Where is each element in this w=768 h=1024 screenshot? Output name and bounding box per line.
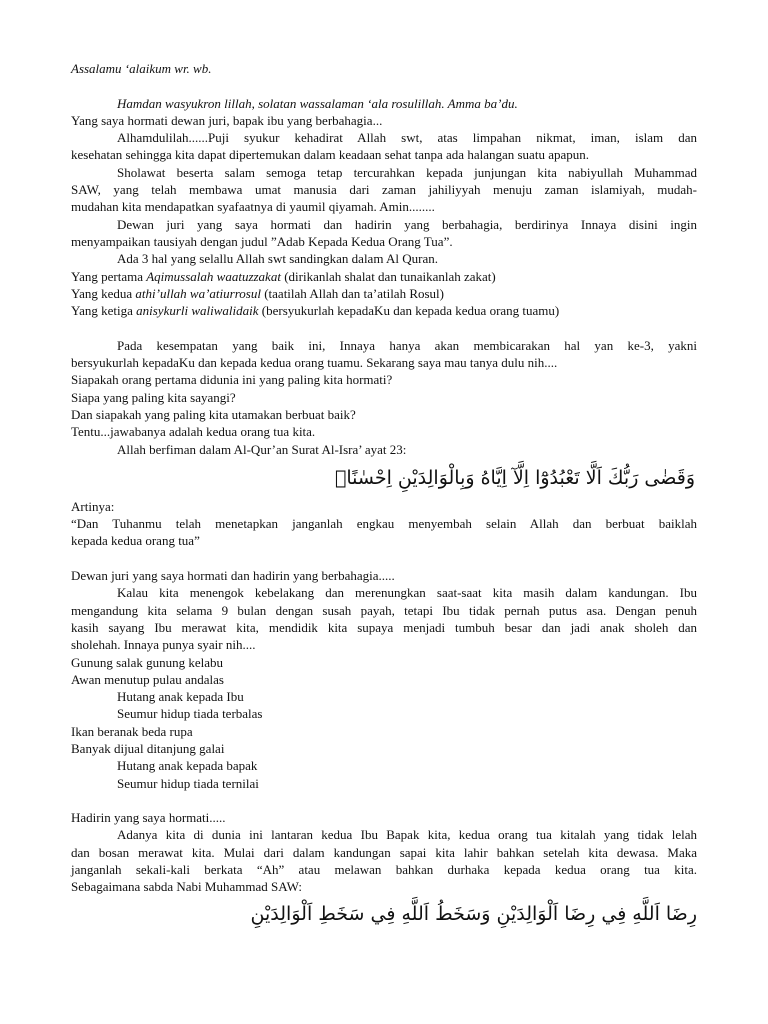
paragraph-intro-line2: menyampaikan tausiyah dengan judul ”Adab Kepada Kedua Orang Tua”. (71, 233, 453, 249)
paragraph-opportunity-line1: Pada kesempatan yang baik ini, Innaya hanya akan membicarakan hal yan ke-3, yakni (117, 337, 697, 353)
paragraph-parents-line4: Sebagaimana sabda Nabi Muhammad SAW: (71, 879, 302, 895)
paragraph-parents-line3: janganlah sekali-kali berkata “Ah” atau melawan bahkan durhaka kepada kedua orang tua kita. (71, 862, 697, 878)
poem-line: Hutang anak kepada bapak (117, 758, 258, 774)
list-item-prefix: Yang ketiga (71, 303, 137, 319)
address-third: Hadirin yang saya hormati..... (71, 810, 226, 826)
list-item-first (71, 268, 697, 285)
list-item-arabic-term: athi’ullah wa’atiurrosul (135, 285, 261, 301)
poem-line: Hutang anak kepada Ibu (117, 689, 244, 705)
list-item-prefix: Yang pertama (71, 268, 147, 284)
paragraph-womb-line1: Kalau kita menengok kebelakang dan merenungkan saat-saat kita masih dalam kandungan. Ibu (117, 585, 697, 601)
question-second: Siapa yang paling kita sayangi? (71, 389, 236, 405)
poem-line: Ikan beranak beda rupa (71, 723, 193, 739)
document-page (71, 60, 697, 928)
verse-intro: Allah berfiman dalam Al-Qur’an Surat Al-Isra’ ayat 23: (117, 441, 407, 457)
translation-line2: kepada kedua orang tua” (71, 533, 200, 549)
paragraph-hamdalah-line1: Alhamdulilah......Puji syukur kehadirat Allah swt, atas limpahan nikmat, iman, islam dan (117, 130, 697, 146)
poem-line: Awan menutup pulau andalas (71, 671, 224, 687)
question-first: Siapakah orang pertama didunia ini yang paling kita hormati? (71, 372, 393, 388)
artinya-label: Artinya: (71, 498, 115, 514)
paragraph-sholawat-line3: mudahan kita mendapatkan syafaatnya di yaumil qiyamah. Amin........ (71, 199, 435, 215)
list-item-meaning: (taatilah Allah dan ta’atilah Rosul) (260, 285, 444, 301)
translation-line1: “Dan Tuhanmu telah menetapkan janganlah engkau menyembah selain Allah dan berbuat baiklah (71, 516, 697, 532)
address-second: Dewan juri yang saya hormati dan hadirin yang berbahagia..... (71, 568, 395, 584)
poem-line: Seumur hidup tiada terbalas (117, 706, 263, 722)
paragraph-sholawat-line2: SAW, yang telah membawa umat manusia dari zaman jahiliyyah menuju zaman islamiyah, mudah- (71, 182, 697, 198)
paragraph-three-things: Ada 3 hal yang selallu Allah swt sandingkan dalam Al Quran. (117, 251, 438, 267)
paragraph-parents-line2: dan bosan merawat kita. Mulai dari dalam kandungan sapai kita lahir bahkan setelah kita dewasa. Maka (71, 844, 697, 860)
question-third: Dan siapakah yang paling kita utamakan berbuat baik? (71, 406, 356, 422)
paragraph-sholawat-line1: Sholawat beserta salam semoga tetap tercurahkan kepada junjungan kita nabiyullah Muhammad (117, 164, 697, 180)
answer-line: Tentu...jawabanya adalah kedua orang tua kita. (71, 424, 316, 440)
greeting: Assalamu ‘alaikum wr. wb. (71, 61, 212, 76)
paragraph-intro-line1: Dewan juri yang saya hormati dan hadirin yang berbahagia, berdirinya Innaya disini ingin (117, 216, 697, 232)
poem-line: Gunung salak gunung kelabu (71, 654, 224, 670)
paragraph-parents-line1: Adanya kita di dunia ini lantaran kedua Ibu Bapak kita, kedua orang tua kitalah yang tidak lelah (117, 827, 697, 843)
blank-line (71, 550, 697, 567)
poem-line: Banyak dijual ditanjung galai (71, 740, 225, 756)
list-item-arabic-term: anisykurli waliwalidaik (136, 303, 259, 319)
list-item-meaning: (bersyukurlah kepadaKu dan kepada kedua orang tuamu) (258, 303, 560, 319)
list-item-meaning: (dirikanlah shalat dan tunaikanlah zakat) (280, 268, 496, 284)
list-item-arabic-term: Aqimussalah waatuzzakat (146, 268, 281, 284)
blank-line (71, 319, 697, 336)
blank-line (71, 77, 697, 94)
poem-line: Seumur hidup tiada ternilai (117, 775, 259, 791)
address-line: Yang saya hormati dewan juri, bapak ibu yang berbahagia... (71, 112, 383, 128)
list-item-prefix: Yang kedua (71, 285, 136, 301)
list-item-second (71, 285, 697, 302)
opening-salutation: Hamdan wasyukron lillah, solatan wassalaman ‘ala rosulillah. Amma ba’du. (117, 95, 518, 111)
paragraph-womb-line2: mengandung kita selama 9 bulan dengan susah payah, tetapi Ibu tidak pernah putus asa. Dengan penuh (71, 602, 697, 618)
list-item-third (71, 302, 697, 319)
paragraph-womb-line4: sholehah. Innaya punya syair nih.... (71, 637, 256, 653)
paragraph-hamdalah-line2: kesehatan sehingga kita dapat dipertemukan dalam keadaan sehat tanpa ada halangan suatu apapun. (71, 147, 589, 163)
paragraph-opportunity-line2: bersyukurlah kepadaKu dan kepada kedua orang tuamu. Sekarang saya mau tanya dulu nih.... (71, 355, 558, 371)
paragraph-womb-line3: kasih sayang Ibu merawat kita, mendidik kita supaya menjadi tumbuh besar dan jadi anak sholeh dan (71, 619, 697, 635)
blank-line (71, 792, 697, 809)
hadith-arabic: رِضَا اَللَّهِ فِي رِضَا اَلْوَالِدَيْنِ وَسَخَطُ اَللَّهِ فِي سَخَطِ اَلْوَالِدَيْنِ (250, 902, 697, 925)
quran-verse-arabic: وَقَضٰى رَبُّكَ اَلَّا تَعْبُدُوْٓا اِلَّآ اِيَّاهُ وَبِالْوَالِدَيْنِ اِحْسٰنًاۗ (334, 466, 695, 489)
